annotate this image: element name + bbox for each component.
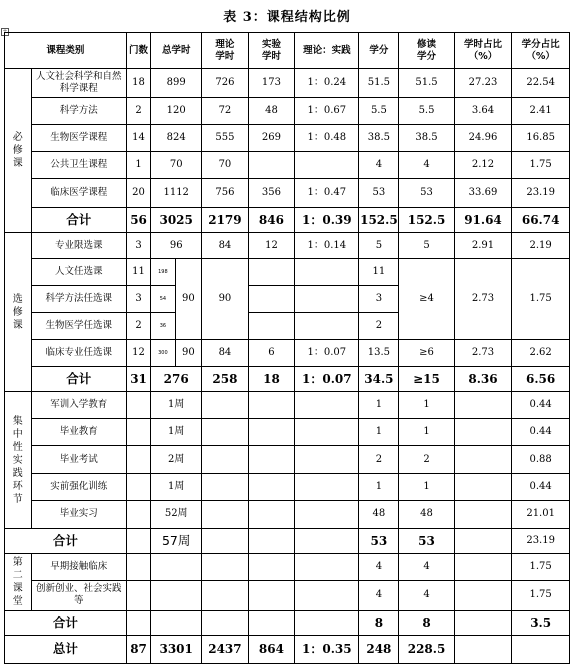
cell-credits: 2 <box>359 446 399 473</box>
cell-req: 53 <box>399 179 454 208</box>
grand-total-label: 总计 <box>5 635 127 663</box>
table-row <box>5 500 570 528</box>
cell-theory: 90 <box>202 259 249 340</box>
cell-credits: 3 <box>359 286 399 313</box>
row-name: 毕业实习 <box>31 500 126 528</box>
cell-theory: 2437 <box>202 635 249 663</box>
cell-credits: 1 <box>359 392 399 419</box>
cell-hpct <box>454 553 512 580</box>
cell-count: 1 <box>126 152 150 179</box>
cell-hpct <box>454 473 512 500</box>
cell-count <box>126 446 150 473</box>
table-row <box>5 446 570 473</box>
table-row <box>5 419 570 446</box>
cell-hpct <box>454 446 512 473</box>
cell-practice: 48 <box>248 98 295 125</box>
cell-ratio: 1：0.24 <box>295 69 359 98</box>
cell-theory: 2179 <box>202 208 249 233</box>
table-row <box>5 152 570 179</box>
group-label-required: 必修课 <box>5 69 32 233</box>
cell-req: 4 <box>399 553 454 580</box>
cell-count: 3 <box>126 233 150 259</box>
table-row <box>5 125 570 152</box>
cell-theory <box>202 580 249 610</box>
cell-ratio: 1：0.47 <box>295 179 359 208</box>
subtotal-label: 合计 <box>5 610 127 635</box>
row-name: 公共卫生课程 <box>31 152 126 179</box>
cell-credits: 53 <box>359 179 399 208</box>
cell-practice: 18 <box>248 367 295 392</box>
cell-practice: 846 <box>248 208 295 233</box>
cell-hpct <box>454 580 512 610</box>
cell-cpct: 23.19 <box>512 179 570 208</box>
cell-credits: 2 <box>359 313 399 340</box>
cell-ratio <box>295 419 359 446</box>
grand-total-row <box>5 635 570 663</box>
cell-total: 2周 <box>151 446 202 473</box>
cell-cpct: 66.74 <box>512 208 570 233</box>
col-header-ratio: 理论：实践 <box>295 33 359 69</box>
cell-practice <box>248 152 295 179</box>
row-name: 早期接触临床 <box>31 553 126 580</box>
cell-count <box>126 580 150 610</box>
cell-count: 11 <box>126 259 150 286</box>
cell-theory <box>202 528 249 553</box>
cell-theory <box>202 446 249 473</box>
table-anchor-icon[interactable]: + <box>2 28 8 35</box>
cell-ratio <box>295 313 359 340</box>
cell-hpct <box>454 610 512 635</box>
table-row <box>5 340 570 367</box>
cell-cpct: 0.44 <box>512 473 570 500</box>
cell-total: 90 <box>175 340 202 367</box>
cell-hpct <box>454 392 512 419</box>
cell-total: 1112 <box>151 179 202 208</box>
cell-req: 38.5 <box>399 125 454 152</box>
cell-ratio: 1：0.07 <box>295 340 359 367</box>
cell-total: 70 <box>151 152 202 179</box>
cell-ratio <box>295 610 359 635</box>
cell-cpct: 23.19 <box>512 528 570 553</box>
cell-credits: 5.5 <box>359 98 399 125</box>
cell-count: 56 <box>126 208 150 233</box>
cell-hpct: 2.73 <box>454 340 512 367</box>
subtotal-row <box>5 208 570 233</box>
cell-req: 53 <box>399 528 454 553</box>
cell-ratio <box>295 259 359 286</box>
cell-count: 87 <box>126 635 150 663</box>
col-header-practice-hours: 实验 学时 <box>248 33 295 69</box>
table-row <box>5 233 570 259</box>
cell-practice <box>248 553 295 580</box>
cell-req: ≥6 <box>399 340 454 367</box>
cell-practice: 356 <box>248 179 295 208</box>
table-row <box>5 553 570 580</box>
cell-practice: 12 <box>248 233 295 259</box>
cell-total <box>151 580 202 610</box>
cell-req: ≥4 <box>399 259 454 340</box>
cell-count: 2 <box>126 313 150 340</box>
row-name: 实前强化训练 <box>31 473 126 500</box>
row-name: 创新创业、社会实践等 <box>31 580 126 610</box>
cell-count <box>126 419 150 446</box>
cell-ratio <box>295 286 359 313</box>
group-label-second: 第二课堂 <box>5 553 32 610</box>
cell-credits: 48 <box>359 500 399 528</box>
cell-ratio <box>295 152 359 179</box>
row-name: 毕业教育 <box>31 419 126 446</box>
cell-credits: 38.5 <box>359 125 399 152</box>
cell-cpct: 22.54 <box>512 69 570 98</box>
cell-practice: 864 <box>248 635 295 663</box>
table-row <box>5 392 570 419</box>
cell-hpct: 2.91 <box>454 233 512 259</box>
cell-ratio: 1：0.35 <box>295 635 359 663</box>
cell-theory: 84 <box>202 340 249 367</box>
cell-ratio <box>295 528 359 553</box>
col-header-category: 课程类别 <box>5 33 127 69</box>
cell-hpct: 3.64 <box>454 98 512 125</box>
col-header-theory-hours: 理论 学时 <box>202 33 249 69</box>
cell-theory: 84 <box>202 233 249 259</box>
subtotal-row <box>5 528 570 553</box>
cell-practice <box>248 500 295 528</box>
col-header-credits-pct: 学分占比 （%） <box>512 33 570 69</box>
cell-cpct: 21.01 <box>512 500 570 528</box>
cell-cpct: 2.62 <box>512 340 570 367</box>
cell-credits: 248 <box>359 635 399 663</box>
cell-req: 1 <box>399 392 454 419</box>
cell-sub-hours: 198 <box>151 259 175 286</box>
cell-practice <box>248 259 295 286</box>
cell-req: 5 <box>399 233 454 259</box>
cell-hpct: 33.69 <box>454 179 512 208</box>
course-structure-table <box>4 32 570 664</box>
cell-req: 4 <box>399 580 454 610</box>
row-name: 人文任选课 <box>31 259 126 286</box>
cell-total: 57周 <box>151 528 202 553</box>
subtotal-row <box>5 610 570 635</box>
cell-sub-hours: 300 <box>151 340 175 367</box>
cell-credits: 34.5 <box>359 367 399 392</box>
cell-cpct: 2.41 <box>512 98 570 125</box>
cell-req: 228.5 <box>399 635 454 663</box>
cell-count <box>126 500 150 528</box>
cell-cpct: 3.5 <box>512 610 570 635</box>
cell-ratio: 1：0.07 <box>295 367 359 392</box>
cell-hpct: 2.73 <box>454 259 512 340</box>
cell-ratio <box>295 580 359 610</box>
cell-credits: 13.5 <box>359 340 399 367</box>
cell-req: 1 <box>399 419 454 446</box>
cell-credits: 1 <box>359 419 399 446</box>
row-name: 科学方法 <box>31 98 126 125</box>
cell-cpct: 16.85 <box>512 125 570 152</box>
cell-req: 4 <box>399 152 454 179</box>
subtotal-label: 合计 <box>31 367 126 392</box>
cell-req: 2 <box>399 446 454 473</box>
cell-theory <box>202 392 249 419</box>
cell-practice <box>248 580 295 610</box>
cell-practice <box>248 610 295 635</box>
group-label-practice: 集中性实践环节 <box>5 392 32 528</box>
cell-total <box>151 610 202 635</box>
cell-cpct: 1.75 <box>512 152 570 179</box>
cell-cpct: 1.75 <box>512 580 570 610</box>
cell-total: 1周 <box>151 392 202 419</box>
cell-practice: 173 <box>248 69 295 98</box>
subtotal-label: 合计 <box>31 208 126 233</box>
table-row <box>5 580 570 610</box>
table-row <box>5 179 570 208</box>
cell-ratio <box>295 553 359 580</box>
subtotal-row <box>5 367 570 392</box>
cell-credits: 1 <box>359 473 399 500</box>
cell-practice <box>248 313 295 340</box>
cell-theory: 72 <box>202 98 249 125</box>
row-name: 临床专业任选课 <box>31 340 126 367</box>
cell-practice <box>248 392 295 419</box>
cell-credits: 53 <box>359 528 399 553</box>
cell-credits: 152.5 <box>359 208 399 233</box>
cell-count: 14 <box>126 125 150 152</box>
cell-practice: 269 <box>248 125 295 152</box>
cell-theory: 756 <box>202 179 249 208</box>
group-label-elective: 选修课 <box>5 233 32 392</box>
cell-count: 18 <box>126 69 150 98</box>
cell-ratio: 1：0.48 <box>295 125 359 152</box>
cell-credits: 4 <box>359 553 399 580</box>
cell-count <box>126 473 150 500</box>
cell-total: 52周 <box>151 500 202 528</box>
table-row <box>5 98 570 125</box>
cell-count: 2 <box>126 98 150 125</box>
col-header-hours-pct: 学时占比 （%） <box>454 33 512 69</box>
cell-total: 3301 <box>151 635 202 663</box>
cell-count: 12 <box>126 340 150 367</box>
table-row <box>5 259 570 286</box>
cell-total: 824 <box>151 125 202 152</box>
cell-cpct: 0.44 <box>512 419 570 446</box>
row-name: 毕业考试 <box>31 446 126 473</box>
table-row <box>5 473 570 500</box>
cell-count <box>126 610 150 635</box>
cell-total: 276 <box>151 367 202 392</box>
cell-cpct: 6.56 <box>512 367 570 392</box>
header-row <box>5 33 570 69</box>
cell-theory: 555 <box>202 125 249 152</box>
row-name: 生物医学任选课 <box>31 313 126 340</box>
page-title: 表 3：课程结构比例 <box>223 10 351 25</box>
cell-sub-hours: 36 <box>151 313 175 340</box>
cell-total: 96 <box>151 233 202 259</box>
cell-hpct: 91.64 <box>454 208 512 233</box>
col-header-required-credits: 修读 学分 <box>399 33 454 69</box>
cell-credits: 5 <box>359 233 399 259</box>
cell-ratio: 1：0.67 <box>295 98 359 125</box>
cell-ratio <box>295 473 359 500</box>
cell-ratio <box>295 392 359 419</box>
cell-credits: 11 <box>359 259 399 286</box>
cell-hpct: 8.36 <box>454 367 512 392</box>
cell-practice <box>248 446 295 473</box>
cell-hpct: 27.23 <box>454 69 512 98</box>
cell-total: 120 <box>151 98 202 125</box>
cell-theory <box>202 419 249 446</box>
row-name: 专业限选课 <box>31 233 126 259</box>
cell-count: 3 <box>126 286 150 313</box>
cell-ratio: 1：0.14 <box>295 233 359 259</box>
cell-credits: 51.5 <box>359 69 399 98</box>
cell-cpct: 0.44 <box>512 392 570 419</box>
cell-count <box>126 528 150 553</box>
cell-total: 90 <box>175 259 202 340</box>
cell-credits: 4 <box>359 152 399 179</box>
cell-ratio <box>295 500 359 528</box>
cell-req: 48 <box>399 500 454 528</box>
cell-count <box>126 553 150 580</box>
cell-cpct: 1.75 <box>512 259 570 340</box>
cell-theory: 726 <box>202 69 249 98</box>
cell-count <box>126 392 150 419</box>
row-name: 生物医学课程 <box>31 125 126 152</box>
cell-theory <box>202 553 249 580</box>
cell-practice <box>248 419 295 446</box>
cell-total: 1周 <box>151 473 202 500</box>
cell-cpct: 2.19 <box>512 233 570 259</box>
row-name: 临床医学课程 <box>31 179 126 208</box>
cell-ratio <box>295 446 359 473</box>
cell-total: 899 <box>151 69 202 98</box>
cell-theory: 70 <box>202 152 249 179</box>
cell-cpct: 1.75 <box>512 553 570 580</box>
cell-theory <box>202 500 249 528</box>
cell-hpct <box>454 419 512 446</box>
cell-count: 20 <box>126 179 150 208</box>
row-name: 科学方法任选课 <box>31 286 126 313</box>
cell-cpct <box>512 635 570 663</box>
cell-total: 1周 <box>151 419 202 446</box>
cell-req: 5.5 <box>399 98 454 125</box>
cell-practice <box>248 473 295 500</box>
cell-req: 152.5 <box>399 208 454 233</box>
cell-credits: 4 <box>359 580 399 610</box>
cell-theory: 258 <box>202 367 249 392</box>
col-header-total-hours: 总学时 <box>151 33 202 69</box>
cell-hpct: 2.12 <box>454 152 512 179</box>
cell-req: 51.5 <box>399 69 454 98</box>
col-header-count: 门数 <box>126 33 150 69</box>
subtotal-label: 合计 <box>5 528 127 553</box>
col-header-credits: 学分 <box>359 33 399 69</box>
cell-theory <box>202 610 249 635</box>
cell-req: 1 <box>399 473 454 500</box>
row-name: 人文社会科学和自然科学课程 <box>31 69 126 98</box>
cell-practice: 6 <box>248 340 295 367</box>
cell-credits: 8 <box>359 610 399 635</box>
row-name: 军训入学教育 <box>31 392 126 419</box>
cell-req: ≥15 <box>399 367 454 392</box>
cell-total: 3025 <box>151 208 202 233</box>
cell-req: 8 <box>399 610 454 635</box>
cell-hpct <box>454 500 512 528</box>
cell-total <box>151 553 202 580</box>
cell-hpct <box>454 635 512 663</box>
cell-practice <box>248 286 295 313</box>
table-row <box>5 69 570 98</box>
cell-cpct: 0.88 <box>512 446 570 473</box>
cell-theory <box>202 473 249 500</box>
cell-practice <box>248 528 295 553</box>
cell-sub-hours: 54 <box>151 286 175 313</box>
cell-hpct: 24.96 <box>454 125 512 152</box>
cell-ratio: 1：0.39 <box>295 208 359 233</box>
cell-count: 31 <box>126 367 150 392</box>
cell-hpct <box>454 528 512 553</box>
